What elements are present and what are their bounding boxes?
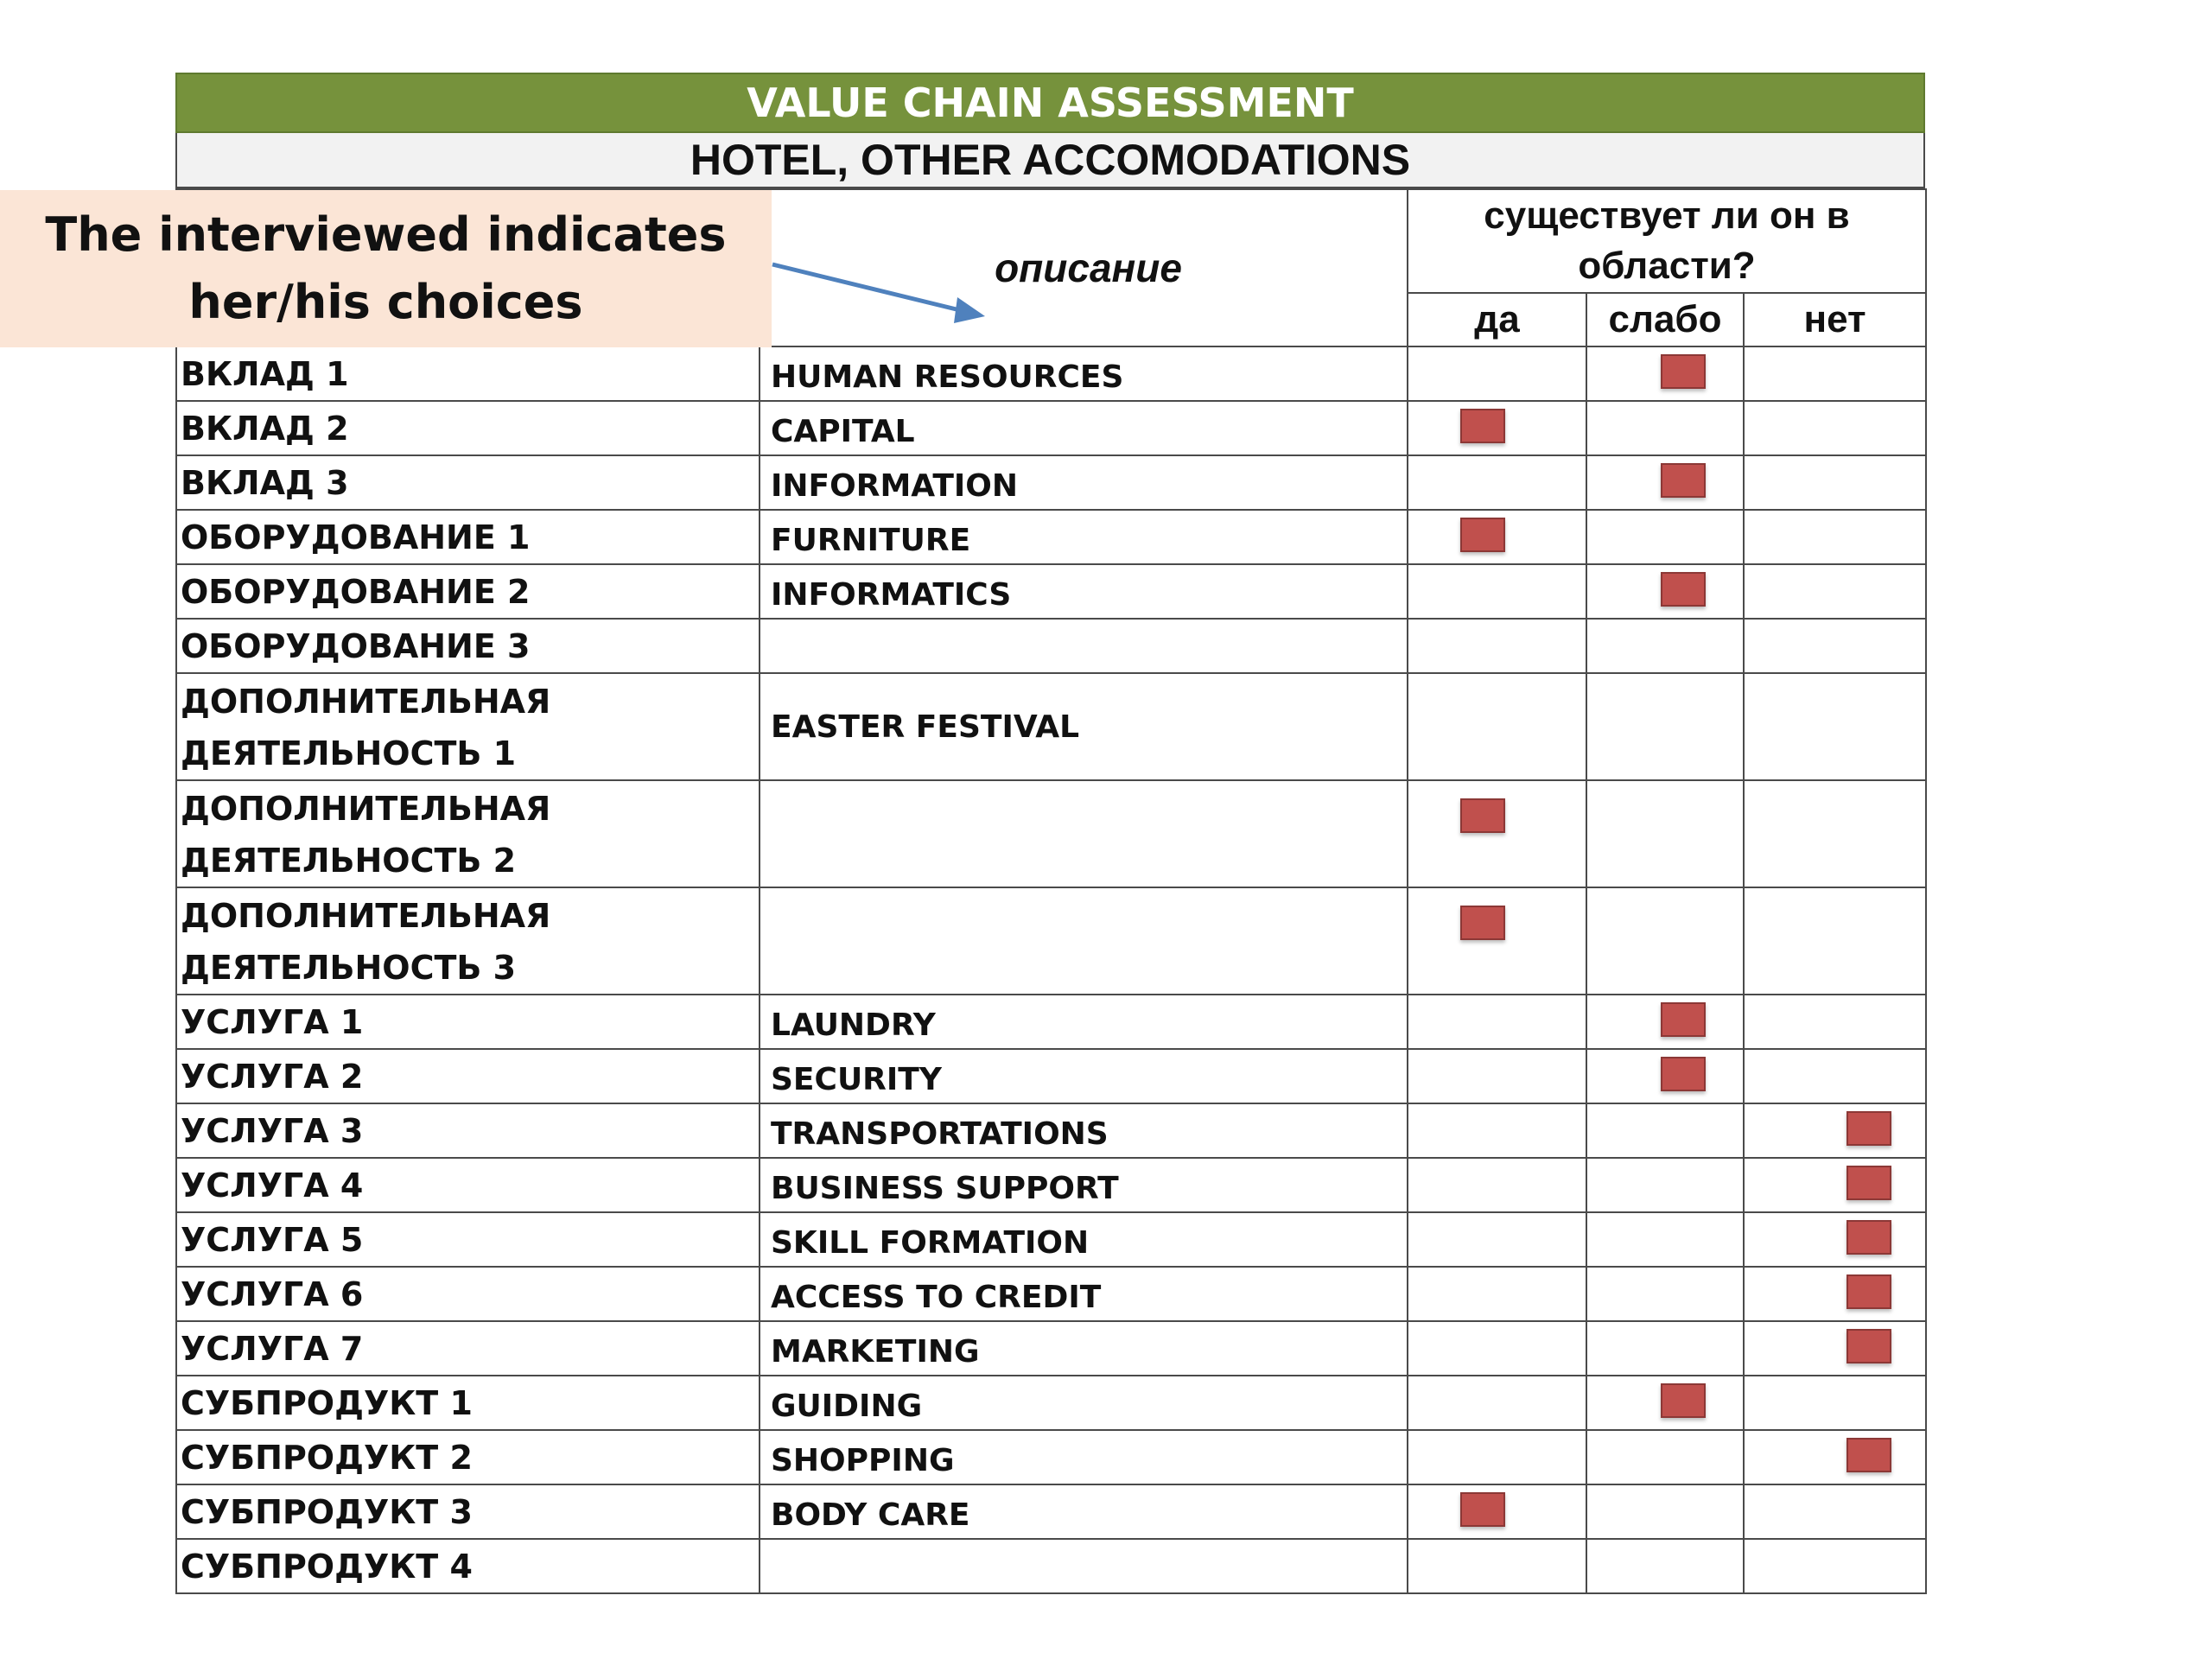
- table-row: [176, 1212, 1926, 1267]
- selection-marker: [1661, 354, 1706, 389]
- choice-cell-no[interactable]: [1744, 780, 1926, 887]
- table-row: [176, 1484, 1926, 1539]
- row-description: ACCESS TO CREDIT: [760, 1267, 1408, 1321]
- choice-cell-no[interactable]: [1744, 1539, 1926, 1593]
- arrow-shaft: [772, 264, 963, 311]
- selection-marker: [1460, 906, 1505, 940]
- table-subtitle: HOTEL, OTHER ACCOMODATIONS: [175, 133, 1925, 188]
- selection-marker: [1661, 463, 1706, 498]
- choice-cell-yes[interactable]: [1408, 455, 1586, 510]
- row-description: INFORMATION: [760, 455, 1408, 510]
- row-description: HUMAN RESOURCES: [760, 346, 1408, 401]
- row-label: ОБОРУДОВАНИЕ 1: [176, 510, 760, 564]
- header-option-weak: слабо: [1586, 293, 1744, 346]
- choice-cell-yes[interactable]: [1408, 346, 1586, 401]
- choice-cell-weak[interactable]: [1586, 1103, 1744, 1158]
- selection-marker: [1847, 1166, 1891, 1200]
- choice-cell-weak[interactable]: [1586, 1212, 1744, 1267]
- choice-cell-yes[interactable]: [1408, 1267, 1586, 1321]
- row-description: BUSINESS SUPPORT: [760, 1158, 1408, 1212]
- row-label: СУБПРОДУКТ 3: [176, 1484, 760, 1539]
- row-description: [760, 780, 1408, 887]
- row-label: ВКЛАД 3: [176, 455, 760, 510]
- choice-cell-yes[interactable]: [1408, 1484, 1586, 1539]
- choice-cell-yes[interactable]: [1408, 1539, 1586, 1593]
- row-label: УСЛУГА 3: [176, 1103, 760, 1158]
- row-label: СУБПРОДУКТ 4: [176, 1539, 760, 1593]
- row-description: CAPITAL: [760, 401, 1408, 455]
- header-description: описание: [760, 189, 1408, 346]
- row-label: УСЛУГА 5: [176, 1212, 760, 1267]
- row-description: TRANSPORTATIONS: [760, 1103, 1408, 1158]
- table-row: [176, 1376, 1926, 1430]
- choice-cell-no[interactable]: [1744, 995, 1926, 1049]
- choice-cell-yes[interactable]: [1408, 619, 1586, 673]
- selection-marker: [1847, 1111, 1891, 1146]
- table-row: [176, 1539, 1926, 1593]
- callout-line-2: her/his choices: [188, 275, 583, 329]
- choice-cell-weak[interactable]: [1586, 1539, 1744, 1593]
- table-row: [176, 346, 1926, 401]
- row-description: SECURITY: [760, 1049, 1408, 1103]
- choice-cell-weak[interactable]: [1586, 564, 1744, 619]
- row-description: FURNITURE: [760, 510, 1408, 564]
- table-row: [176, 401, 1926, 455]
- table-row: [176, 619, 1926, 673]
- row-label: ДОПОЛНИТЕЛЬНАЯ ДЕЯТЕЛЬНОСТЬ 1: [176, 673, 760, 780]
- row-label: ОБОРУДОВАНИЕ 3: [176, 619, 760, 673]
- choice-cell-yes[interactable]: [1408, 1430, 1586, 1484]
- selection-marker: [1661, 1383, 1706, 1418]
- choice-cell-no[interactable]: [1744, 1049, 1926, 1103]
- selection-marker: [1460, 518, 1505, 552]
- choice-cell-no[interactable]: [1744, 1484, 1926, 1539]
- table-row: [176, 1049, 1926, 1103]
- header-question: существует ли он в области?: [1408, 189, 1926, 293]
- row-description: LAUNDRY: [760, 995, 1408, 1049]
- choice-cell-yes[interactable]: [1408, 780, 1586, 887]
- row-description: [760, 1539, 1408, 1593]
- callout-line-1: The interviewed indicates: [45, 207, 727, 262]
- choice-cell-no[interactable]: [1744, 564, 1926, 619]
- assessment-grid: [175, 188, 1927, 1594]
- choice-cell-no[interactable]: [1744, 1321, 1926, 1376]
- choice-cell-weak[interactable]: [1586, 1267, 1744, 1321]
- row-description: EASTER FESTIVAL: [760, 673, 1408, 780]
- choice-cell-weak[interactable]: [1586, 1376, 1744, 1430]
- choice-cell-weak[interactable]: [1586, 995, 1744, 1049]
- choice-cell-weak[interactable]: [1586, 1049, 1744, 1103]
- choice-cell-weak[interactable]: [1586, 401, 1744, 455]
- row-label: ДОПОЛНИТЕЛЬНАЯ ДЕЯТЕЛЬНОСТЬ 3: [176, 887, 760, 995]
- choice-cell-weak[interactable]: [1586, 887, 1744, 995]
- header-option-no: нет: [1744, 293, 1926, 346]
- choice-cell-yes[interactable]: [1408, 401, 1586, 455]
- row-label: УСЛУГА 7: [176, 1321, 760, 1376]
- selection-marker: [1661, 572, 1706, 607]
- table-row: [176, 780, 1926, 887]
- row-description: MARKETING: [760, 1321, 1408, 1376]
- row-description: SHOPPING: [760, 1430, 1408, 1484]
- callout-arrow-icon: [769, 251, 994, 328]
- choice-cell-yes[interactable]: [1408, 564, 1586, 619]
- choice-cell-yes[interactable]: [1408, 673, 1586, 780]
- choice-cell-weak[interactable]: [1586, 510, 1744, 564]
- header-option-yes: да: [1408, 293, 1586, 346]
- choice-cell-weak[interactable]: [1586, 780, 1744, 887]
- choice-cell-weak[interactable]: [1586, 619, 1744, 673]
- choice-cell-no[interactable]: [1744, 887, 1926, 995]
- row-label: УСЛУГА 2: [176, 1049, 760, 1103]
- selection-marker: [1847, 1329, 1891, 1363]
- choice-cell-no[interactable]: [1744, 1103, 1926, 1158]
- choice-cell-weak[interactable]: [1586, 1484, 1744, 1539]
- row-label: СУБПРОДУКТ 1: [176, 1376, 760, 1430]
- choice-cell-yes[interactable]: [1408, 1158, 1586, 1212]
- choice-cell-yes[interactable]: [1408, 1212, 1586, 1267]
- table-row: [176, 564, 1926, 619]
- choice-cell-yes[interactable]: [1408, 887, 1586, 995]
- choice-cell-no[interactable]: [1744, 1430, 1926, 1484]
- selection-marker: [1460, 1492, 1505, 1527]
- table-banner: VALUE CHAIN ASSESSMENT: [175, 73, 1925, 133]
- choice-cell-weak[interactable]: [1586, 1158, 1744, 1212]
- choice-cell-weak[interactable]: [1586, 346, 1744, 401]
- table-row: [176, 1321, 1926, 1376]
- row-description: SKILL FORMATION: [760, 1212, 1408, 1267]
- table-row: [176, 1267, 1926, 1321]
- selection-marker: [1847, 1438, 1891, 1472]
- choice-cell-yes[interactable]: [1408, 1103, 1586, 1158]
- choice-cell-no[interactable]: [1744, 1267, 1926, 1321]
- table-row: [176, 673, 1926, 780]
- selection-marker: [1460, 409, 1505, 443]
- choice-cell-no[interactable]: [1744, 1158, 1926, 1212]
- choice-cell-yes[interactable]: [1408, 995, 1586, 1049]
- selection-marker: [1661, 1002, 1706, 1037]
- instruction-callout: [0, 190, 772, 347]
- arrow-head: [954, 297, 985, 323]
- table-row: [176, 1103, 1926, 1158]
- choice-cell-yes[interactable]: [1408, 1321, 1586, 1376]
- row-label: СУБПРОДУКТ 2: [176, 1430, 760, 1484]
- selection-marker: [1661, 1057, 1706, 1091]
- choice-cell-no[interactable]: [1744, 673, 1926, 780]
- choice-cell-no[interactable]: [1744, 455, 1926, 510]
- choice-cell-yes[interactable]: [1408, 1049, 1586, 1103]
- row-label: УСЛУГА 4: [176, 1158, 760, 1212]
- row-description: BODY CARE: [760, 1484, 1408, 1539]
- table-row: [176, 1158, 1926, 1212]
- row-label: ВКЛАД 1: [176, 346, 760, 401]
- choice-cell-weak[interactable]: [1586, 455, 1744, 510]
- selection-marker: [1847, 1274, 1891, 1309]
- table-row: [176, 887, 1926, 995]
- choice-cell-weak[interactable]: [1586, 1430, 1744, 1484]
- choice-cell-weak[interactable]: [1586, 673, 1744, 780]
- choice-cell-no[interactable]: [1744, 346, 1926, 401]
- choice-cell-yes[interactable]: [1408, 510, 1586, 564]
- choice-cell-no[interactable]: [1744, 510, 1926, 564]
- row-label: УСЛУГА 6: [176, 1267, 760, 1321]
- choice-cell-no[interactable]: [1744, 401, 1926, 455]
- choice-cell-no[interactable]: [1744, 1376, 1926, 1430]
- table-row: [176, 995, 1926, 1049]
- choice-cell-yes[interactable]: [1408, 1376, 1586, 1430]
- row-label: ОБОРУДОВАНИЕ 2: [176, 564, 760, 619]
- table-row: [176, 1430, 1926, 1484]
- row-description: INFORMATICS: [760, 564, 1408, 619]
- choice-cell-weak[interactable]: [1586, 1321, 1744, 1376]
- selection-marker: [1460, 798, 1505, 833]
- row-label: ВКЛАД 2: [176, 401, 760, 455]
- table-row: [176, 455, 1926, 510]
- row-description: GUIDING: [760, 1376, 1408, 1430]
- row-label: ДОПОЛНИТЕЛЬНАЯ ДЕЯТЕЛЬНОСТЬ 2: [176, 780, 760, 887]
- row-description: [760, 619, 1408, 673]
- choice-cell-no[interactable]: [1744, 1212, 1926, 1267]
- choice-cell-no[interactable]: [1744, 619, 1926, 673]
- table-row: [176, 510, 1926, 564]
- selection-marker: [1847, 1220, 1891, 1255]
- row-description: [760, 887, 1408, 995]
- row-label: УСЛУГА 1: [176, 995, 760, 1049]
